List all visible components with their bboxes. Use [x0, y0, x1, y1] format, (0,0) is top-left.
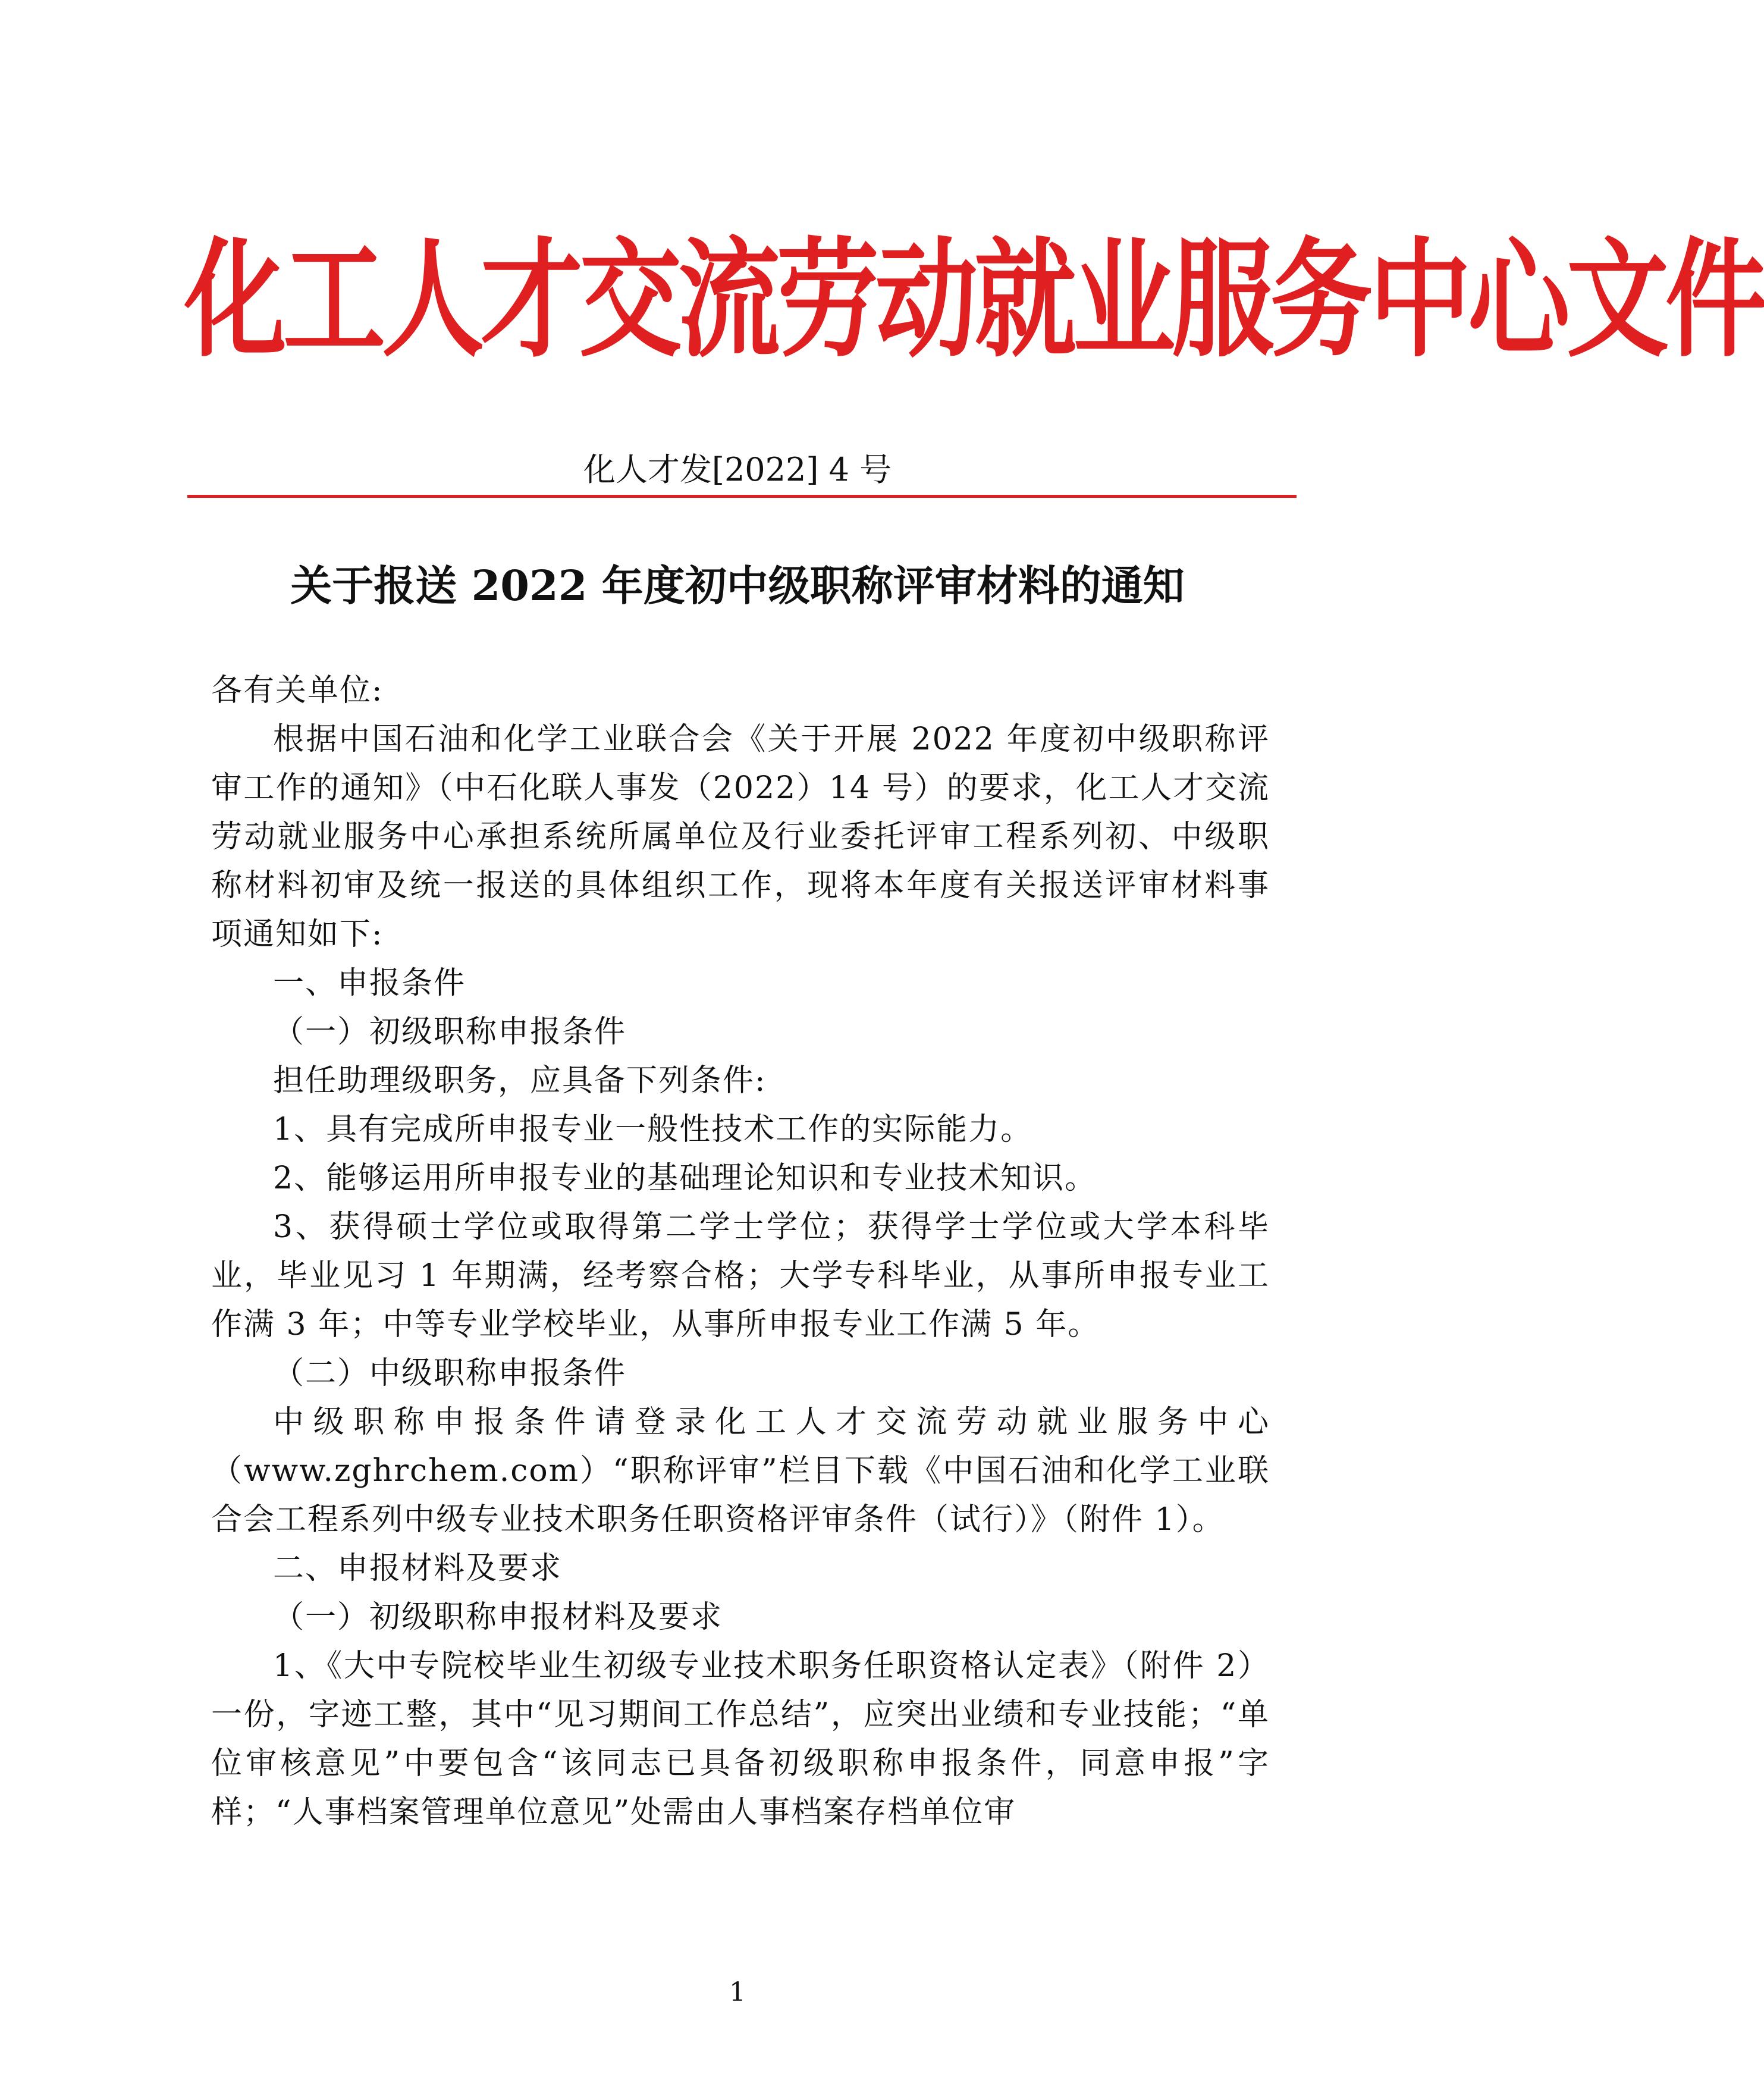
salutation: 各有关单位: — [211, 673, 384, 708]
heading-junior-conditions: （一）初级职称申报条件 — [273, 1014, 627, 1050]
heading-section-1: 一、申报条件 — [273, 965, 466, 1001]
heading-section-2: 二、申报材料及要求 — [273, 1551, 563, 1586]
document-masthead: 化工人才交流劳动就业服务中心文件 — [184, 225, 1764, 375]
list-item-2: 2、能够运用所申报专业的基础理论知识和专业技术知识。 — [273, 1160, 1097, 1196]
page-number: 1 — [729, 1977, 746, 2007]
document-number: 化人才发[2022] 4 号 — [583, 451, 892, 488]
paragraph-junior-materials-1: 1、《大中专院校毕业生初级专业技术职务任职资格认定表》（附件 2）一份，字迹工整，其中“见习期间工作总结”，应突出业绩和专业技能；“单位审核意见”中要包含“该同志已具备初级职称申报条件，同意申报”字样；“人事档案管理单位意见”处需由人事档案存档单位审 — [211, 1648, 1270, 1830]
paragraph-intermediate-conditions: 中级职称申报条件请登录化工人才交流劳动就业服务中心（www.zghrchem.com）“职称评审”栏目下载《中国石油和化学工业联合会工程系列中级专业技术职务任职资格评审条件（试行）》（附件 1）。 — [211, 1404, 1270, 1538]
red-divider-line — [187, 495, 1297, 498]
document-title: 关于报送 2022 年度初中级职称评审材料的通知 — [290, 561, 1185, 610]
paragraph-intro: 根据中国石油和化学工业联合会《关于开展 2022 年度初中级职称评审工作的通知》（中石化联人事发（2022）14 号）的要求，化工人才交流劳动就业服务中心承担系统所属单位及行业委托评审工程系列初、中级职称材料初审及统一报送的具体组织工作，现将本年度有关报送评审材料事项通知如下: — [211, 722, 1270, 952]
document-body — [211, 666, 1270, 1837]
list-item-1: 1、具有完成所申报专业一般性技术工作的实际能力。 — [273, 1112, 1033, 1147]
heading-junior-materials: （一）初级职称申报材料及要求 — [273, 1599, 723, 1635]
paragraph-junior-requirement: 担任助理级职务，应具备下列条件: — [273, 1063, 767, 1099]
heading-intermediate-conditions: （二）中级职称申报条件 — [273, 1356, 627, 1391]
list-item-3: 3、获得硕士学位或取得第二学士学位；获得学士学位或大学本科毕业，毕业见习 1 年期满，经考察合格；大学专科毕业，从事所申报专业工作满 3 年；中等专业学校毕业，从事所申报专业工作满 5 年。 — [211, 1209, 1270, 1342]
